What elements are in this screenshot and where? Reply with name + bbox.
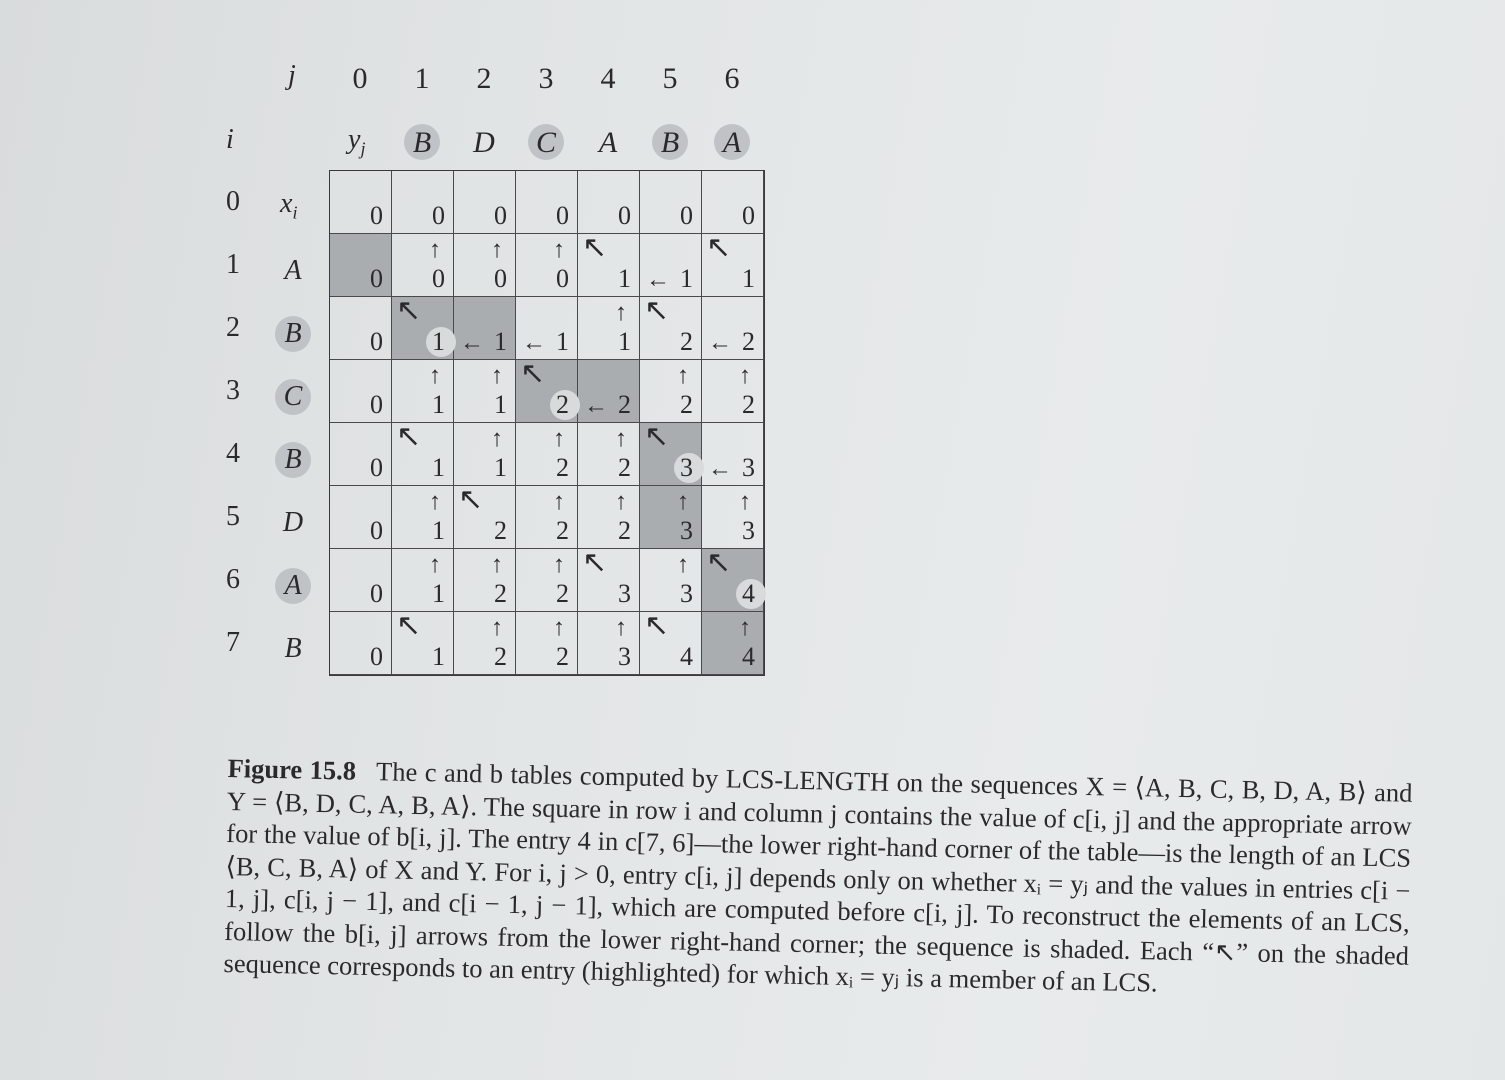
- cell-5-5: [640, 486, 702, 549]
- cell-2-2: [454, 297, 516, 360]
- arrow-up-icon: ↑: [491, 552, 503, 578]
- cell-value: 1: [432, 579, 445, 608]
- cell-3-1: [392, 360, 454, 423]
- cell-0-6: [702, 171, 764, 234]
- cell-value: 2: [618, 390, 631, 419]
- cell-5-0: [330, 486, 392, 549]
- arrow-left-icon: ←: [708, 330, 732, 356]
- cell-2-3: [516, 297, 578, 360]
- arrow-left-icon: ←: [584, 393, 608, 419]
- cell-7-3: [516, 612, 578, 675]
- cell-value: 0: [618, 201, 631, 230]
- cell-value: 3: [618, 642, 631, 671]
- cell-value: 0: [370, 390, 383, 419]
- cell-6-5: [640, 549, 702, 612]
- cell-value: 1: [680, 264, 693, 293]
- j-index-3: 3: [538, 62, 554, 95]
- cell-5-6: [702, 486, 764, 549]
- arrow-up-icon: ↑: [677, 363, 689, 389]
- cell-7-0: [330, 612, 392, 675]
- cell-value: 4: [742, 579, 755, 608]
- cell-value: 4: [680, 642, 693, 671]
- arrow-left-icon: ←: [646, 267, 670, 293]
- cell-value: 0: [370, 264, 383, 293]
- cell-value: 0: [556, 201, 569, 230]
- cell-value: 2: [556, 642, 569, 671]
- cell-value: 2: [556, 390, 569, 419]
- cell-value: 0: [370, 327, 383, 356]
- cell-value: 3: [742, 453, 755, 482]
- cell-2-5: [640, 294, 702, 360]
- cell-2-1: [392, 294, 454, 360]
- cell-value: 2: [556, 453, 569, 482]
- cell-1-4: [578, 231, 640, 297]
- j-index-6: 6: [724, 62, 740, 95]
- cell-value: 0: [370, 642, 383, 671]
- arrow-up-icon: ↑: [553, 237, 565, 263]
- arrow-diagonal-icon: ↖: [644, 420, 670, 453]
- arrow-up-icon: ↑: [491, 615, 503, 641]
- cell-6-6: [702, 546, 764, 612]
- cell-value: 1: [432, 390, 445, 419]
- cell-3-5: [640, 360, 702, 423]
- cell-value: 4: [742, 642, 755, 671]
- cell-6-4: [578, 546, 640, 612]
- arrow-up-icon: ↑: [553, 615, 565, 641]
- arrow-up-icon: ↑: [553, 489, 565, 515]
- cell-4-5: [640, 420, 702, 486]
- cell-value: 0: [742, 201, 755, 230]
- cell-value: 0: [370, 579, 383, 608]
- arrow-diagonal-icon: ↖: [396, 609, 422, 642]
- cell-value: 1: [432, 327, 445, 356]
- x-column-label: $x_i$: [280, 188, 298, 223]
- x-element-2: B: [273, 318, 313, 350]
- arrow-diagonal-icon: ↖: [644, 609, 670, 642]
- lcs-table: [329, 170, 765, 676]
- arrow-up-icon: ↑: [553, 426, 565, 452]
- y-row-label: $y_j$: [348, 124, 366, 159]
- cell-3-2: [454, 360, 516, 423]
- cell-0-4: [578, 171, 640, 234]
- cell-value: 1: [494, 453, 507, 482]
- y-element-2: D: [473, 126, 495, 159]
- cell-4-3: [516, 423, 578, 486]
- cell-value: 1: [432, 453, 445, 482]
- cell-6-0: [330, 549, 392, 612]
- cell-value: 1: [742, 264, 755, 293]
- y-element-6: A: [712, 126, 752, 160]
- cell-3-4: [578, 360, 640, 423]
- cell-value: 2: [494, 642, 507, 671]
- cell-3-6: [702, 360, 764, 423]
- i-index-5: 5: [226, 501, 240, 532]
- cell-0-2: [454, 171, 516, 234]
- j-index-1: 1: [414, 62, 430, 95]
- cell-value: 1: [618, 264, 631, 293]
- arrow-up-icon: ↑: [429, 363, 441, 389]
- arrow-diagonal-icon: ↖: [582, 546, 608, 579]
- cell-value: 2: [556, 579, 569, 608]
- i-index-7: 7: [226, 627, 240, 658]
- i-index-2: 2: [226, 312, 240, 343]
- cell-0-5: [640, 171, 702, 234]
- figure-label: Figure 15.8: [227, 752, 357, 786]
- j-index-0: 0: [352, 62, 368, 95]
- arrow-up-icon: ↑: [739, 363, 751, 389]
- cell-value: 3: [618, 579, 631, 608]
- cell-3-0: [330, 360, 392, 423]
- cell-6-3: [516, 549, 578, 612]
- cell-value: 1: [556, 327, 569, 356]
- i-index-0: 0: [226, 186, 240, 217]
- cell-value: 2: [494, 579, 507, 608]
- arrow-up-icon: ↑: [429, 552, 441, 578]
- cell-7-4: [578, 612, 640, 675]
- cell-1-3: [516, 234, 578, 297]
- cell-1-2: [454, 234, 516, 297]
- cell-value: 0: [370, 516, 383, 545]
- cell-4-0: [330, 423, 392, 486]
- arrow-up-icon: ↑: [677, 489, 689, 515]
- y-element-1: B: [402, 126, 442, 160]
- arrow-up-icon: ↑: [491, 363, 503, 389]
- arrow-up-icon: ↑: [615, 300, 627, 326]
- arrow-up-icon: ↑: [739, 615, 751, 641]
- cell-value: 3: [680, 453, 693, 482]
- j-index-4: 4: [600, 62, 616, 95]
- cell-value: 1: [494, 327, 507, 356]
- i-axis-label: i: [226, 124, 234, 155]
- j-axis-label: j: [288, 60, 296, 91]
- figure-caption: [223, 752, 1413, 1004]
- cell-value: 2: [618, 516, 631, 545]
- cell-value: 0: [370, 201, 383, 230]
- j-index-2: 2: [476, 62, 492, 95]
- cell-value: 1: [432, 516, 445, 545]
- arrow-left-icon: ←: [460, 330, 484, 356]
- arrow-up-icon: ↑: [429, 489, 441, 515]
- cell-value: 2: [556, 516, 569, 545]
- cell-value: 2: [742, 327, 755, 356]
- cell-4-1: [392, 420, 454, 486]
- arrow-left-icon: ←: [522, 330, 546, 356]
- cell-value: 0: [432, 201, 445, 230]
- cell-value: 2: [742, 390, 755, 419]
- cell-7-6: [702, 612, 764, 675]
- cell-2-0: [330, 297, 392, 360]
- cell-7-2: [454, 612, 516, 675]
- arrow-left-icon: ←: [708, 456, 732, 482]
- cell-value: 0: [432, 264, 445, 293]
- cell-value: 2: [494, 516, 507, 545]
- cell-value: 2: [680, 327, 693, 356]
- i-index-1: 1: [226, 249, 240, 280]
- arrow-diagonal-icon: ↖: [582, 231, 608, 264]
- x-element-5: D: [282, 507, 304, 538]
- x-element-3: C: [273, 381, 313, 413]
- caption-text: The c and b tables computed by LCS-LENGTH on the sequences X = ⟨A, B, C, B, D, A, B⟩ and Y = ⟨B, D, C, A, B, A⟩. The square in row i and column j contains the value of c[i, j] and the appropriate arrow for the value of b[i, j]. The entry 4 in c[7, 6]—the lower right-hand corner of the table—is the length of an LCS ⟨B, C, B, A⟩ of X and Y. For i, j > 0, entry c[i, j] depends only on whether xᵢ = yⱼ and the values in entries c[i − 1, j], c[i, j − 1], and c[i − 1, j − 1], which are computed before c[i, j]. To reconstruct the elements of an LCS, follow the b[i, j] arrows from the lower right-hand corner; the sequence is shaded. Each “↖” on the shaded sequence corresponds to an entry (highlighted) for which xᵢ = yⱼ is a member of an LCS.: [223, 756, 1413, 998]
- arrow-diagonal-icon: ↖: [396, 294, 422, 327]
- cell-7-5: [640, 609, 702, 675]
- cell-4-2: [454, 423, 516, 486]
- cell-value: 3: [680, 516, 693, 545]
- cell-3-3: [516, 357, 578, 423]
- arrow-diagonal-icon: ↖: [396, 420, 422, 453]
- cell-value: 1: [494, 390, 507, 419]
- x-element-1: A: [284, 255, 302, 286]
- cell-value: 2: [680, 390, 693, 419]
- y-element-3: C: [526, 126, 566, 160]
- cell-value: 0: [680, 201, 693, 230]
- x-element-6: A: [273, 570, 313, 602]
- cell-5-3: [516, 486, 578, 549]
- cell-7-1: [392, 609, 454, 675]
- cell-6-1: [392, 549, 454, 612]
- i-index-3: 3: [226, 375, 240, 406]
- cell-2-6: [702, 297, 764, 360]
- cell-0-0: [330, 171, 392, 234]
- cell-5-1: [392, 486, 454, 549]
- cell-value: 3: [680, 579, 693, 608]
- cell-value: 0: [370, 453, 383, 482]
- arrow-diagonal-icon: ↖: [520, 357, 546, 390]
- y-element-4: A: [598, 126, 618, 159]
- cell-value: 1: [432, 642, 445, 671]
- cell-4-6: [702, 423, 764, 486]
- cell-value: 0: [494, 201, 507, 230]
- arrow-up-icon: ↑: [615, 615, 627, 641]
- arrow-diagonal-icon: ↖: [644, 294, 670, 327]
- arrow-diagonal-icon: ↖: [706, 231, 732, 264]
- cell-6-2: [454, 549, 516, 612]
- arrow-up-icon: ↑: [739, 489, 751, 515]
- cell-5-2: [454, 483, 516, 549]
- cell-value: 0: [494, 264, 507, 293]
- arrow-up-icon: ↑: [615, 426, 627, 452]
- cell-value: 1: [618, 327, 631, 356]
- cell-value: 0: [556, 264, 569, 293]
- arrow-diagonal-icon: ↖: [706, 546, 732, 579]
- j-index-5: 5: [662, 62, 678, 95]
- cell-value: 2: [618, 453, 631, 482]
- arrow-diagonal-icon: ↖: [458, 483, 484, 516]
- cell-2-4: [578, 297, 640, 360]
- cell-1-0: [330, 234, 392, 297]
- cell-4-4: [578, 423, 640, 486]
- i-index-4: 4: [226, 438, 240, 469]
- cell-0-3: [516, 171, 578, 234]
- arrow-up-icon: ↑: [615, 489, 627, 515]
- arrow-up-icon: ↑: [677, 552, 689, 578]
- cell-1-6: [702, 231, 764, 297]
- cell-1-5: [640, 234, 702, 297]
- arrow-up-icon: ↑: [491, 237, 503, 263]
- x-element-7: B: [284, 633, 302, 664]
- arrow-up-icon: ↑: [491, 426, 503, 452]
- x-element-4: B: [273, 444, 313, 476]
- y-element-5: B: [650, 126, 690, 160]
- cell-1-1: [392, 234, 454, 297]
- cell-0-1: [392, 171, 454, 234]
- cell-value: 3: [742, 516, 755, 545]
- arrow-up-icon: ↑: [553, 552, 565, 578]
- cell-5-4: [578, 486, 640, 549]
- i-index-6: 6: [226, 564, 240, 595]
- arrow-up-icon: ↑: [429, 237, 441, 263]
